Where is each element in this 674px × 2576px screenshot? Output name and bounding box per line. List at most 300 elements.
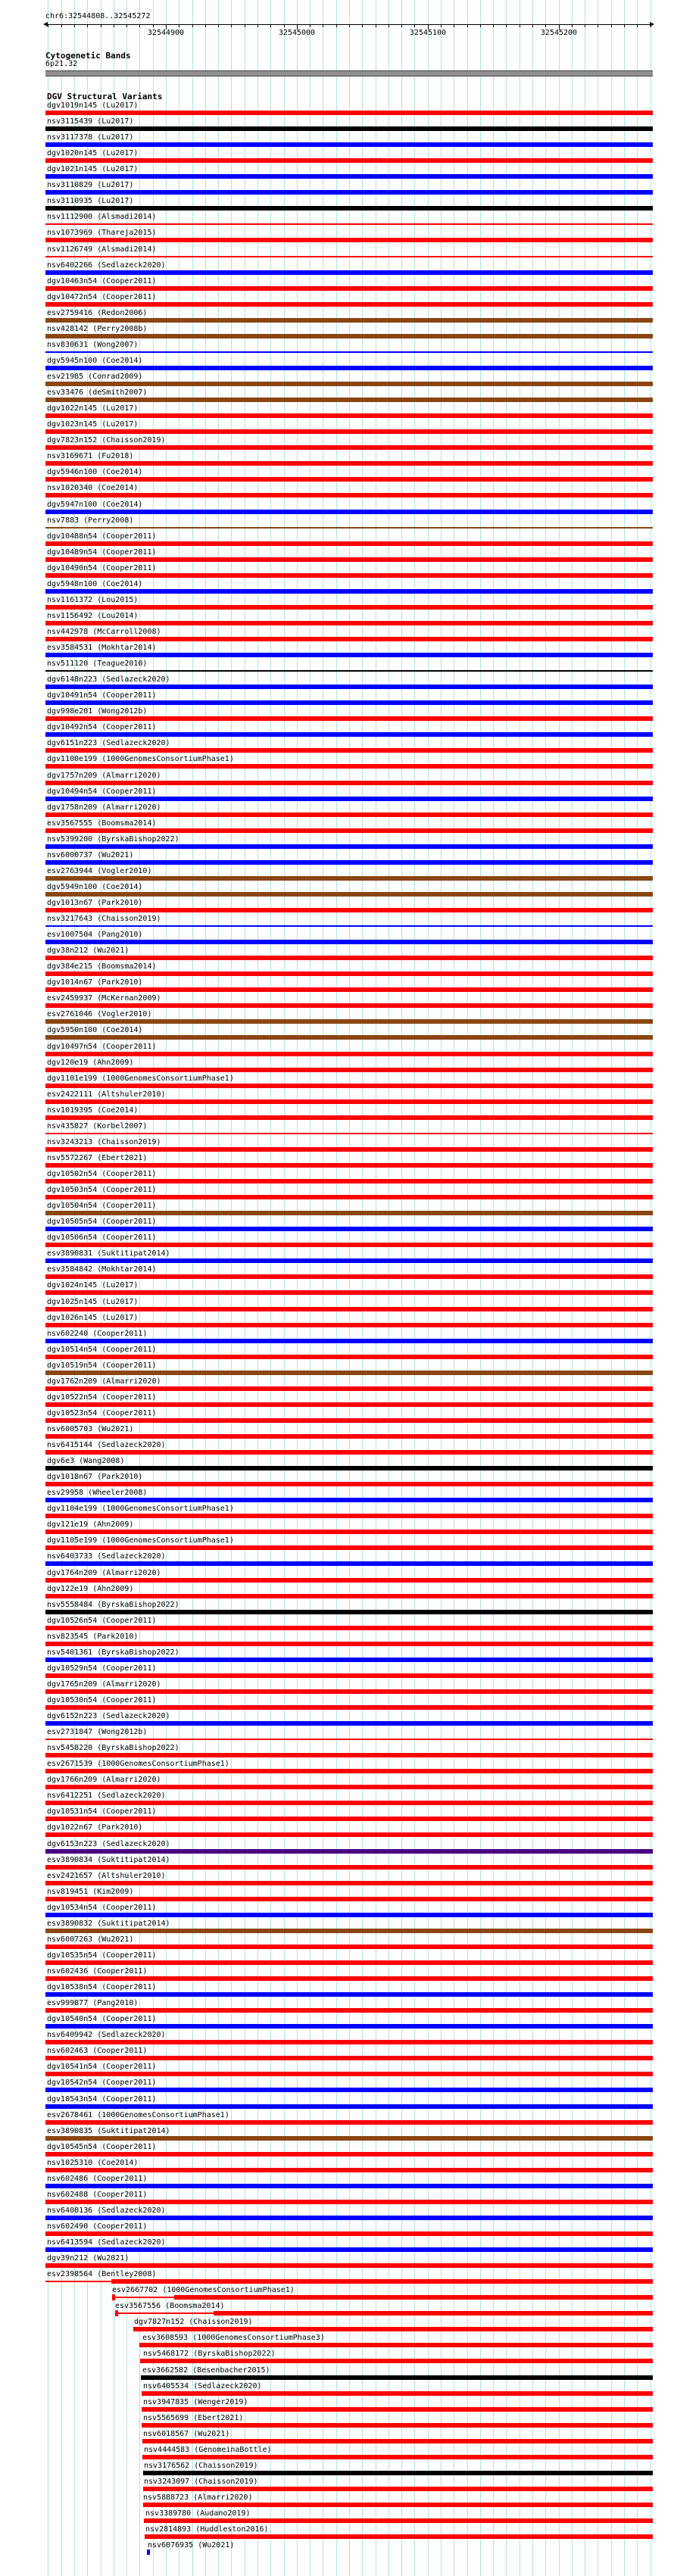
variant-label[interactable]: dgv1022n67 (Park2010) [47,1823,143,1832]
variant-label[interactable]: nsv3243097 (Chaisson2019) [144,2478,258,2486]
variant-label[interactable]: nsv5572267 (Ebert2021) [47,1154,148,1162]
variant-bar-thin[interactable] [45,1739,653,1740]
variant-bar[interactable] [45,1466,653,1470]
variant-bar[interactable] [45,2136,653,2141]
variant-label[interactable]: dgv10526n54 (Cooper2011) [47,1617,157,1625]
variant-label[interactable]: esv3890832 (Suktitipat2014) [47,1920,170,1928]
variant-bar[interactable] [45,732,653,737]
variant-label[interactable]: dgv10543n54 (Cooper2011) [47,2095,157,2104]
variant-label[interactable]: esv2678461 (1000GenomesConsortiumPhase1) [47,2111,229,2119]
variant-bar[interactable] [45,1578,653,1583]
variant-label[interactable]: nsv7883 (Perry2008) [47,516,134,525]
variant-bar[interactable] [45,1849,653,1854]
variant-label[interactable]: nsv3117378 (Lu2017) [47,133,134,142]
variant-bar[interactable] [45,1019,653,1024]
variant-label[interactable]: dgv10534n54 (Cooper2011) [47,1904,157,1912]
variant-bar-thin[interactable] [45,223,653,225]
variant-bar[interactable] [142,2455,653,2459]
variant-bar[interactable] [45,1179,653,1184]
variant-bar-thin[interactable] [45,527,653,529]
variant-bar[interactable] [45,748,653,753]
variant-bar[interactable] [45,1498,653,1502]
variant-bar[interactable] [45,2024,653,2029]
variant-bar[interactable] [45,1450,653,1455]
variant-label[interactable]: nsv5558484 (ByrskaBishop2022) [47,1601,179,1609]
variant-label[interactable]: nsv3115439 (Lu2017) [47,117,134,126]
variant-bar[interactable] [45,1881,653,1885]
variant-label[interactable]: nsv5888723 (Almarri2020) [143,2493,253,2502]
variant-label[interactable]: nsv6005703 (Wu2021) [47,1425,134,1433]
variant-bar[interactable] [45,828,653,833]
variant-label[interactable]: dgv10540n54 (Cooper2011) [47,2015,157,2023]
variant-bar[interactable] [45,1785,653,1789]
variant-label[interactable]: dgv10538n54 (Cooper2011) [47,1983,157,1991]
variant-label[interactable]: dgv7823n152 (Chaisson2019) [47,436,166,444]
variant-label[interactable]: nsv435827 (Korbel2007) [47,1122,148,1131]
variant-bar[interactable] [45,1339,653,1343]
variant-label[interactable]: esv3584531 (Mokhtar2014) [47,644,157,652]
variant-label[interactable]: dgv10491n54 (Cooper2011) [47,691,157,700]
variant-label[interactable]: esv33476 (deSmith2007) [47,388,148,397]
variant-bar[interactable] [45,1195,653,1199]
variant-bar[interactable] [45,493,653,497]
variant-bar[interactable] [45,557,653,562]
variant-label[interactable]: dgv10497n54 (Cooper2011) [47,1043,157,1051]
variant-bar[interactable] [45,1084,653,1088]
variant-bar[interactable] [142,2391,653,2396]
variant-bar[interactable] [45,1434,653,1439]
variant-label[interactable]: esv1007504 (Pang2010) [47,931,143,939]
variant-label[interactable]: nsv602488 (Cooper2011) [47,2191,148,2199]
variant-label[interactable]: esv3890831 (Suktitipat2014) [47,1249,170,1258]
variant-label[interactable]: dgv1020n145 (Lu2017) [47,149,139,157]
variant-bar[interactable] [45,2120,653,2125]
variant-bar[interactable] [45,1418,653,1423]
variant-bar[interactable] [142,2423,653,2428]
variant-bar[interactable] [45,2088,653,2092]
variant-label[interactable]: nsv830631 (Wong2007) [47,341,139,349]
variant-bar[interactable] [45,1769,653,1773]
variant-bar[interactable] [45,366,653,370]
variant-bar[interactable] [45,1211,653,1215]
variant-bar[interactable] [45,1689,653,1694]
variant-label[interactable]: nsv6412251 (Sedlazeck2020) [47,1792,166,1800]
variant-bar[interactable] [143,2471,653,2475]
variant-label[interactable]: dgv6151n223 (Sedlazeck2020) [47,739,170,747]
variant-bar[interactable] [45,1530,653,1534]
variant-bar[interactable] [45,1115,653,1120]
variant-label[interactable]: dgv1100e199 (1000GenomesConsortiumPhase1) [47,755,234,763]
variant-label[interactable]: dgv10502n54 (Cooper2011) [47,1170,157,1178]
variant-label[interactable]: dgv10506n54 (Cooper2011) [47,1233,157,1242]
variant-label[interactable]: dgv10503n54 (Cooper2011) [47,1186,157,1194]
variant-label[interactable]: dgv10542n54 (Cooper2011) [47,2079,157,2087]
variant-label[interactable]: dgv5947n100 (Coe2014) [47,501,143,509]
variant-bar[interactable] [45,270,653,275]
variant-label[interactable]: esv2761046 (Vogler2010) [47,1010,152,1018]
variant-label[interactable]: nsv602436 (Cooper2011) [47,1967,148,1976]
variant-bar[interactable] [45,1992,653,1997]
variant-label[interactable]: nsv511120 (Teague2010) [47,660,148,668]
variant-label[interactable]: dgv6148n223 (Sedlazeck2020) [47,675,170,684]
variant-label[interactable]: esv2667702 (1000GenomesConsortiumPhase1) [112,2286,295,2294]
variant-bar[interactable] [45,589,653,594]
variant-label[interactable]: dgv10519n54 (Cooper2011) [47,1361,157,1370]
variant-label[interactable]: nsv3110829 (Lu2017) [47,181,134,189]
variant-label[interactable]: dgv1026n145 (Lu2017) [47,1314,139,1322]
variant-bar[interactable] [45,764,653,769]
variant-label[interactable]: dgv10522n54 (Cooper2011) [47,1393,157,1402]
variant-label[interactable]: nsv3169671 (Fu2018) [47,452,134,460]
variant-label[interactable]: dgv10530n54 (Cooper2011) [47,1696,157,1704]
variant-label[interactable]: nsv602240 (Cooper2011) [47,1330,148,1338]
variant-bar[interactable] [45,1147,653,1152]
variant-label[interactable]: dgv5948n100 (Coe2014) [47,580,143,588]
variant-label[interactable]: dgv5950n100 (Coe2014) [47,1026,143,1034]
variant-bar[interactable] [45,238,653,242]
variant-label[interactable]: esv2731847 (Wong2012b) [47,1728,148,1736]
variant-label[interactable]: dgv1764n209 (Almarri2020) [47,1569,161,1577]
variant-label[interactable]: nsv6007263 (Wu2021) [47,1935,134,1944]
variant-bar[interactable] [45,1545,653,1550]
variant-bar[interactable] [45,445,653,450]
variant-label[interactable]: nsv5565699 (Ebert2021) [143,2414,244,2422]
variant-label[interactable]: nsv1019395 (Coe2014) [47,1106,139,1115]
variant-bar[interactable] [45,1482,653,1486]
variant-bar[interactable] [45,111,653,115]
variant-label[interactable]: dgv120e19 (Ahn2009) [47,1059,134,1067]
variant-label[interactable]: esv3890834 (Suktitipat2014) [47,1856,170,1864]
variant-label[interactable]: nsv6076935 (Wu2021) [148,2541,235,2549]
variant-bar[interactable] [45,1290,653,1295]
variant-bar[interactable] [45,158,653,163]
variant-label[interactable]: dgv38n212 (Wu2021) [47,947,129,955]
variant-bar[interactable] [45,1323,653,1327]
variant-bar[interactable] [45,174,653,179]
variant-label[interactable]: nsv3389780 (Audano2019) [145,2509,251,2518]
variant-bar[interactable] [45,2008,653,2013]
variant-bar[interactable] [45,1003,653,1008]
variant-bar[interactable] [111,2279,653,2284]
variant-label[interactable]: nsv6018567 (Wu2021) [143,2430,230,2438]
variant-label[interactable]: nsv1073969 (Thareja2015) [47,229,157,237]
variant-bar-thin[interactable] [45,1133,653,1134]
variant-bar[interactable] [45,1594,653,1598]
variant-bar[interactable] [45,2200,653,2204]
variant-label[interactable]: dgv1757n209 (Almarri2020) [47,772,161,780]
variant-label[interactable]: nsv3217643 (Chaisson2019) [47,915,161,923]
variant-bar[interactable] [45,1913,653,1917]
variant-bar[interactable] [45,510,653,514]
variant-bar[interactable] [45,1402,653,1407]
variant-label[interactable]: dgv7827n152 (Chaisson2019) [134,2318,253,2326]
variant-label[interactable]: dgv10529n54 (Cooper2011) [47,1664,157,1673]
variant-label[interactable]: esv2421657 (Altshuler2010) [47,1872,166,1880]
variant-bar[interactable] [45,1642,653,1646]
variant-bar[interactable] [45,1673,653,1678]
variant-bar[interactable] [45,908,653,912]
variant-label[interactable]: nsv1126749 (Alsmadi2014) [47,245,157,254]
variant-label[interactable]: dgv10494n54 (Cooper2011) [47,787,157,796]
variant-label[interactable]: nsv5468172 (ByrskaBishop2022) [143,2350,276,2358]
variant-label[interactable]: esv3567556 (Boomsma2014) [115,2302,225,2310]
variant-label[interactable]: esv3662582 (Besenbacher2015) [142,2366,270,2375]
variant-bar[interactable] [45,1561,653,1566]
variant-bar[interactable] [45,2152,653,2157]
variant-bar[interactable] [45,1865,653,1870]
variant-bar[interactable] [45,1243,653,1247]
variant-bar[interactable] [45,1371,653,1375]
variant-bar-thin[interactable] [45,256,653,257]
variant-label[interactable]: esv2422111 (Altshuler2010) [47,1090,166,1099]
variant-label[interactable]: dgv1019n145 (Lu2017) [47,101,139,110]
variant-bar[interactable] [45,2056,653,2060]
variant-label[interactable]: dgv1025n145 (Lu2017) [47,1298,139,1306]
variant-label[interactable]: nsv819451 (Kim2009) [47,1888,134,1896]
variant-bar[interactable] [45,2263,653,2268]
variant-label[interactable]: esv29958 (Wheeler2008) [47,1489,148,1497]
variant-bar[interactable] [45,2072,653,2076]
variant-label[interactable]: nsv3110935 (Lu2017) [47,197,134,205]
variant-label[interactable]: esv2671539 (1000GenomesConsortiumPhase1) [47,1760,229,1768]
variant-label[interactable]: nsv602486 (Cooper2011) [47,2175,148,2183]
variant-bar[interactable] [45,987,653,992]
variant-label[interactable]: nsv4444583 (GenomeinaBottle) [144,2446,272,2454]
variant-label[interactable]: dgv10531n54 (Cooper2011) [47,1807,157,1816]
variant-bar[interactable] [45,605,653,610]
variant-bar[interactable] [45,126,653,131]
variant-bar[interactable] [45,318,653,323]
variant-label[interactable]: nsv1112900 (Alsmadi2014) [47,213,157,221]
variant-point[interactable] [147,2549,150,2555]
variant-label[interactable]: nsv1156492 (Lou2014) [47,612,139,620]
variant-label[interactable]: nsv6413594 (Sedlazeck2020) [47,2238,166,2247]
variant-bar[interactable] [45,2247,653,2252]
variant-bar[interactable] [45,142,653,147]
variant-bar[interactable] [45,1658,653,1662]
variant-bar[interactable] [45,844,653,849]
variant-bar[interactable] [45,1801,653,1805]
variant-label[interactable]: esv2459937 (McKernan2009) [47,994,161,1003]
variant-label[interactable]: dgv5949n100 (Coe2014) [47,883,143,891]
variant-ci-line[interactable] [112,2297,174,2298]
variant-label[interactable]: nsv3243213 (Chaisson2019) [47,1138,161,1146]
variant-bar[interactable] [45,1626,653,1630]
variant-bar[interactable] [45,1721,653,1726]
variant-bar[interactable] [143,2487,653,2491]
variant-label[interactable]: dgv1766n209 (Almarri2020) [47,1776,161,1784]
variant-bar[interactable] [45,876,653,881]
variant-bar[interactable] [145,2534,653,2539]
variant-label[interactable]: dgv1758n209 (Almarri2020) [47,803,161,812]
variant-label[interactable]: nsv823545 (Park2010) [47,1633,139,1641]
variant-bar[interactable] [45,2168,653,2172]
variant-bar[interactable] [143,2503,653,2507]
variant-label[interactable]: dgv1014n67 (Park2010) [47,978,143,987]
variant-label[interactable]: dgv10463n54 (Cooper2011) [47,277,157,285]
variant-bar[interactable] [45,781,653,785]
variant-label[interactable]: nsv6408136 (Sedlazeck2020) [47,2206,166,2215]
variant-label[interactable]: dgv6152n223 (Sedlazeck2020) [47,1712,170,1720]
variant-ci-line[interactable] [115,2312,214,2314]
variant-label[interactable]: dgv1022n145 (Lu2017) [47,404,139,413]
variant-bar[interactable] [45,541,653,546]
variant-bar[interactable] [45,860,653,865]
variant-label[interactable]: nsv5401361 (ByrskaBishop2022) [47,1648,179,1657]
variant-breakpoint-tick[interactable] [115,2310,118,2316]
cytoband-bar[interactable] [45,70,653,76]
variant-bar[interactable] [45,971,653,976]
variant-label[interactable]: nsv428142 (Perry2008b) [47,325,148,333]
variant-bar[interactable] [45,477,653,482]
variant-label[interactable]: nsv5458220 (ByrskaBishop2022) [47,1744,179,1752]
variant-bar[interactable] [45,1307,653,1311]
variant-bar[interactable] [45,716,653,721]
variant-bar[interactable] [140,2359,653,2363]
variant-label[interactable]: esv3567555 (Boomsma2014) [47,819,157,828]
variant-label[interactable]: nsv1161372 (Lou2015) [47,596,139,604]
variant-label[interactable]: dgv10490n54 (Cooper2011) [47,564,157,572]
variant-ci-line[interactable] [45,2281,111,2282]
variant-bar[interactable] [45,398,653,402]
variant-label[interactable]: dgv1021n145 (Lu2017) [47,165,139,173]
variant-label[interactable]: dgv6e3 (Wang2008) [47,1457,125,1465]
variant-bar[interactable] [142,2407,653,2412]
variant-label[interactable]: dgv10535n54 (Cooper2011) [47,1951,157,1960]
variant-bar[interactable] [45,1227,653,1231]
variant-label[interactable]: nsv602463 (Cooper2011) [47,2047,148,2055]
variant-label[interactable]: dgv1104e199 (1000GenomesConsortiumPhase1) [47,1505,234,1513]
variant-bar[interactable] [45,1976,653,1981]
variant-bar[interactable] [45,461,653,466]
variant-label[interactable]: dgv1013n67 (Park2010) [47,899,143,907]
variant-label[interactable]: dgv10523n54 (Cooper2011) [47,1409,157,1417]
variant-label[interactable]: esv3608593 (1000GenomesConsortiumPhase3) [142,2334,325,2342]
variant-bar[interactable] [45,206,653,211]
variant-bar[interactable] [45,190,653,195]
variant-label[interactable]: nsv6409942 (Sedlazeck2020) [47,2031,166,2039]
variant-bar[interactable] [45,302,653,307]
variant-bar[interactable] [45,797,653,801]
variant-label[interactable]: dgv10545n54 (Cooper2011) [47,2143,157,2151]
variant-label[interactable]: nsv1020340 (Coe2014) [47,484,139,492]
variant-label[interactable]: esv3890835 (Suktitipat2014) [47,2127,170,2135]
variant-bar[interactable] [45,382,653,386]
variant-bar[interactable] [45,2040,653,2044]
variant-bar[interactable] [142,2439,653,2443]
variant-bar[interactable] [144,2518,653,2523]
variant-bar[interactable] [45,1832,653,1837]
variant-label[interactable]: esv2398564 (Bentley2008) [47,2270,157,2278]
variant-bar[interactable] [45,956,653,960]
variant-label[interactable]: esv3584842 (Mokhtar2014) [47,1265,157,1274]
variant-label[interactable]: dgv121e19 (Ahn2009) [47,1520,134,1529]
variant-label[interactable]: nsv5399200 (ByrskaBishop2022) [47,835,179,844]
variant-label[interactable]: dgv10541n54 (Cooper2011) [47,2063,157,2071]
variant-bar[interactable] [141,2375,653,2380]
variant-bar[interactable] [45,1944,653,1949]
variant-label[interactable]: dgv10504n54 (Cooper2011) [47,1202,157,1210]
variant-label[interactable]: dgv122e19 (Ahn2009) [47,1585,134,1593]
variant-bar[interactable] [45,1705,653,1710]
variant-label[interactable]: dgv1765n209 (Almarri2020) [47,1680,161,1689]
variant-label[interactable]: nsv6000737 (Wu2021) [47,851,134,859]
variant-bar[interactable] [45,1052,653,1056]
variant-label[interactable]: dgv10514n54 (Cooper2011) [47,1346,157,1354]
variant-label[interactable]: dgv10505n54 (Cooper2011) [47,1218,157,1226]
variant-bar[interactable] [45,429,653,434]
variant-label[interactable]: dgv10488n54 (Cooper2011) [47,532,157,541]
variant-bar[interactable] [45,334,653,338]
variant-bar[interactable] [45,1960,653,1965]
variant-bar[interactable] [45,940,653,944]
variant-label[interactable]: dgv10472n54 (Cooper2011) [47,293,157,301]
variant-label[interactable]: nsv602490 (Cooper2011) [47,2222,148,2231]
variant-breakpoint-tick[interactable] [112,2294,115,2300]
variant-label[interactable]: esv999877 (Pang2010) [47,1999,139,2007]
variant-bar[interactable] [45,573,653,578]
variant-bar-thin[interactable] [45,351,653,353]
variant-label[interactable]: nsv6415144 (Sedlazeck2020) [47,1441,166,1449]
variant-bar[interactable] [45,1897,653,1901]
variant-bar[interactable] [45,1610,653,1614]
variant-bar[interactable] [45,1035,653,1040]
variant-label[interactable]: dgv10489n54 (Cooper2011) [47,548,157,557]
variant-label[interactable]: dgv39n212 (Wu2021) [47,2254,129,2263]
variant-bar[interactable] [45,1514,653,1518]
variant-bar[interactable] [45,1386,653,1391]
variant-label[interactable]: dgv998e201 (Wong2012b) [47,707,148,716]
variant-bar[interactable] [45,1068,653,1072]
variant-bar[interactable] [139,2343,653,2347]
variant-bar[interactable] [45,812,653,817]
variant-label[interactable]: dgv5945n100 (Coe2014) [47,357,143,365]
variant-bar[interactable] [45,1163,653,1168]
variant-bar[interactable] [45,1274,653,1279]
variant-label[interactable]: dgv5946n100 (Coe2014) [47,468,143,476]
variant-label[interactable]: dgv1105e199 (1000GenomesConsortiumPhase1) [47,1536,234,1545]
variant-bar[interactable] [45,700,653,705]
variant-bar[interactable] [45,1258,653,1263]
variant-label[interactable]: nsv3947835 (Wenger2019) [143,2398,248,2406]
variant-bar[interactable] [45,2104,653,2109]
variant-bar[interactable] [45,637,653,641]
variant-label[interactable]: nsv1025310 (Coe2014) [47,2159,139,2167]
variant-bar-thin[interactable] [45,925,653,927]
variant-bar[interactable] [133,2327,653,2331]
variant-bar[interactable] [45,2184,653,2188]
variant-label[interactable]: dgv1018n67 (Park2010) [47,1473,143,1481]
variant-label[interactable]: nsv6405534 (Sedlazeck2020) [143,2382,262,2390]
variant-label[interactable]: dgv1023n145 (Lu2017) [47,420,139,429]
variant-bar[interactable] [45,1817,653,1821]
variant-bar[interactable] [45,1355,653,1359]
variant-label[interactable]: dgv1762n209 (Almarri2020) [47,1377,161,1386]
variant-label[interactable]: esv21985 (Conrad2009) [47,373,143,381]
variant-label[interactable]: dgv384e215 (Boomsma2014) [47,962,157,971]
variant-bar[interactable] [45,685,653,689]
variant-label[interactable]: nsv442978 (McCarroll2008) [47,628,161,636]
variant-bar[interactable] [45,1929,653,1933]
variant-label[interactable]: esv2763944 (Vogler2010) [47,867,152,875]
variant-bar[interactable] [45,2231,653,2236]
variant-label[interactable]: dgv1024n145 (Lu2017) [47,1281,139,1290]
variant-label[interactable]: nsv3176562 (Chaisson2019) [144,2462,258,2470]
variant-bar[interactable] [174,2295,653,2300]
variant-bar[interactable] [214,2311,653,2316]
variant-label[interactable]: dgv10492n54 (Cooper2011) [47,723,157,731]
variant-bar[interactable] [45,1099,653,1104]
